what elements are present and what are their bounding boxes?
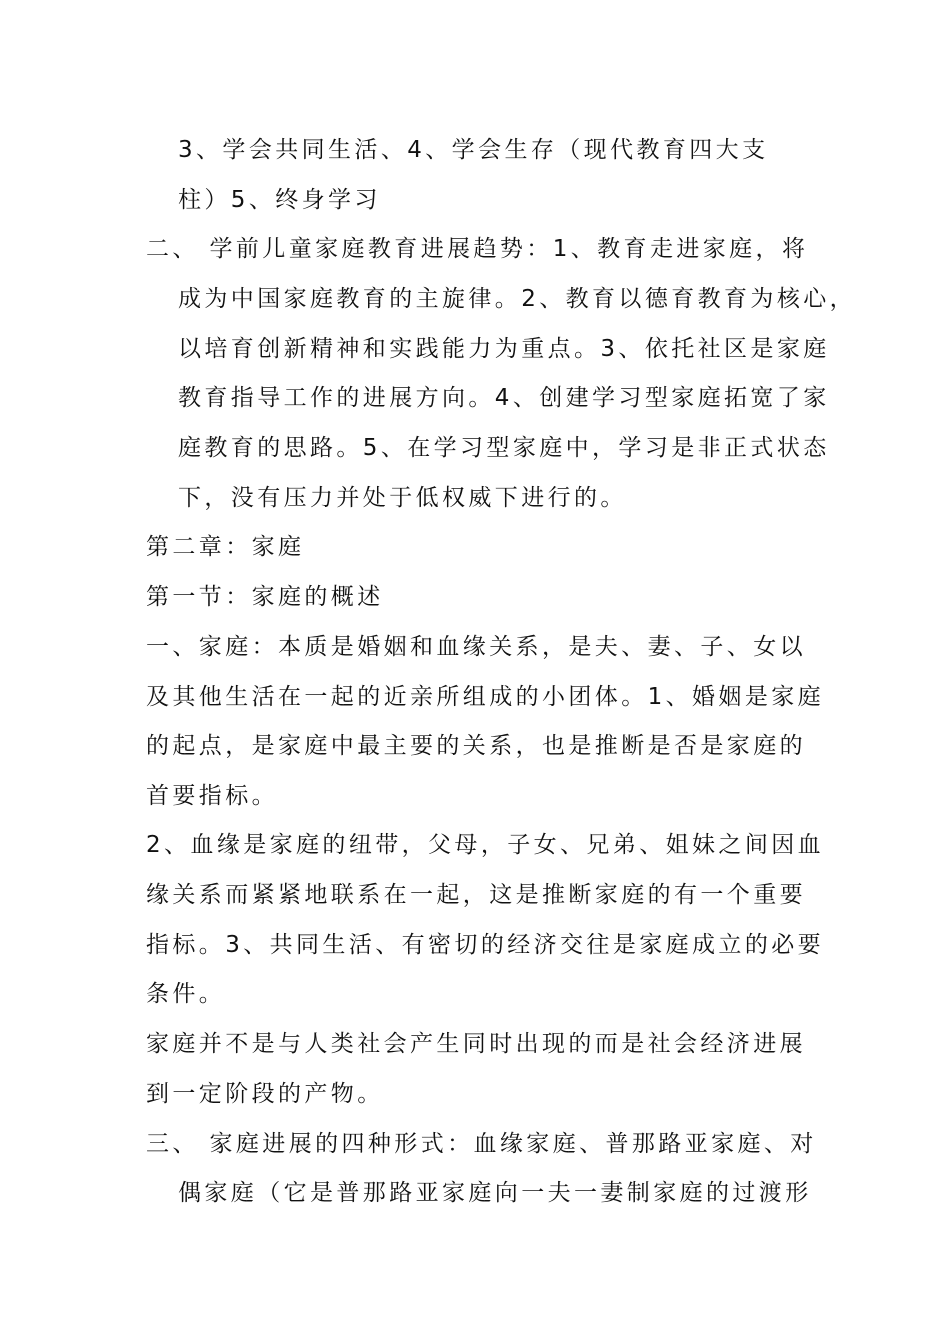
section-heading-line: 二、 学前儿童家庭教育进展趋势：1、教育走进家庭，将: [146, 236, 809, 262]
text-line: 的起点，是家庭中最主要的关系，也是推断是否是家庭的: [146, 733, 806, 759]
text-line: 及其他生活在一起的近亲所组成的小团体。1、婚姻是家庭: [146, 684, 825, 710]
text-line: 柱）5、终身学习: [178, 187, 381, 213]
text-line: 成为中国家庭教育的主旋律。2、教育以德育教育为核心，: [178, 286, 857, 312]
text-line: 下，没有压力并处于低权威下进行的。: [178, 485, 627, 511]
text-line: 首要指标。: [146, 783, 278, 809]
text-line: 一、家庭：本质是婚姻和血缘关系，是夫、妻、子、女以: [146, 634, 806, 660]
text-line: 家庭并不是与人类社会产生同时出现的而是社会经济进展: [146, 1031, 806, 1057]
text-line: 指标。3、共同生活、有密切的经济交往是家庭成立的必要: [146, 932, 825, 958]
text-line: 2、血缘是家庭的纽带，父母，子女、兄弟、姐妹之间因血: [146, 832, 825, 858]
text-line: 条件。: [146, 981, 226, 1007]
text-line: 3、学会共同生活、4、学会生存（现代教育四大支: [178, 137, 769, 163]
section-heading-line: 三、 家庭进展的四种形式：血缘家庭、普那路亚家庭、对: [146, 1131, 817, 1157]
chapter-heading: 第二章：家庭: [146, 534, 305, 560]
text-line: 偶家庭（它是普那路亚家庭向一夫一妻制家庭的过渡形: [178, 1180, 812, 1206]
text-line: 缘关系而紧紧地联系在一起，这是推断家庭的有一个重要: [146, 882, 806, 908]
text-line: 庭教育的思路。5、在学习型家庭中，学习是非正式状态: [178, 435, 830, 461]
text-line: 以培育创新精神和实践能力为重点。3、依托社区是家庭: [178, 336, 830, 362]
text-line: 教育指导工作的进展方向。4、创建学习型家庭拓宽了家: [178, 385, 830, 411]
text-line: 到一定阶段的产物。: [146, 1081, 384, 1107]
section-heading: 第一节：家庭的概述: [146, 584, 384, 610]
